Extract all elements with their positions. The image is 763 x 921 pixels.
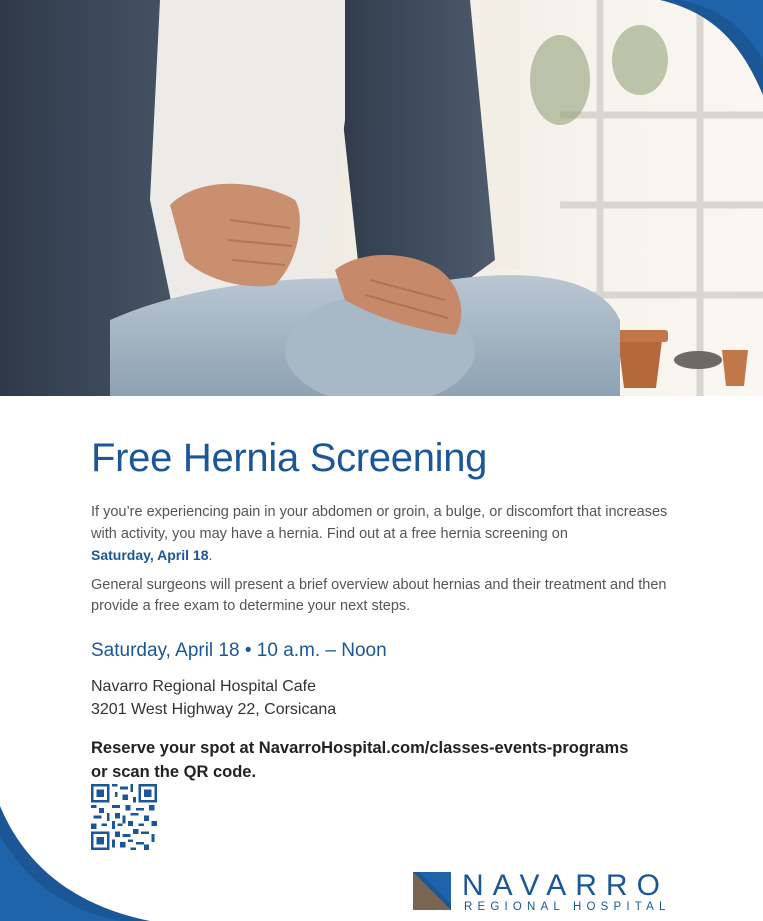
navarro-logo-mark bbox=[413, 872, 451, 910]
intro-date: Saturday, April 18 bbox=[91, 547, 209, 563]
reserve-instructions bbox=[91, 736, 671, 784]
intro-text: If you’re experiencing pain in your abdomen or groin, a bulge, or discomfort that increases with activity, you may have a hernia. Find out at a free hernia screening on bbox=[91, 504, 668, 542]
overview-paragraph: General surgeons will present a brief overview about hernias and their treatment and then provide a free exam to determine your next steps. bbox=[91, 576, 667, 614]
logo-subtitle: REGIONAL HOSPITAL bbox=[464, 901, 671, 913]
corner-swoosh-top-right bbox=[640, 0, 763, 120]
page-title: Free Hernia Screening bbox=[91, 436, 488, 480]
venue-name: Navarro Regional Hospital Cafe bbox=[91, 677, 316, 695]
flyer-content bbox=[91, 430, 671, 784]
reserve-line-1[interactable]: Reserve your spot at NavarroHospital.com/classes-events-programs bbox=[91, 738, 629, 757]
intro-paragraph bbox=[91, 502, 671, 568]
intro-end: . bbox=[208, 548, 213, 564]
venue-address: 3201 West Highway 22, Corsicana bbox=[91, 700, 337, 718]
logo-name: NAVARRO bbox=[462, 869, 669, 902]
event-date-time: Saturday, April 18 • 10 a.m. – Noon bbox=[91, 639, 387, 661]
corner-swoosh-bottom-left bbox=[0, 806, 150, 921]
reserve-line-2: or scan the QR code. bbox=[91, 762, 257, 781]
